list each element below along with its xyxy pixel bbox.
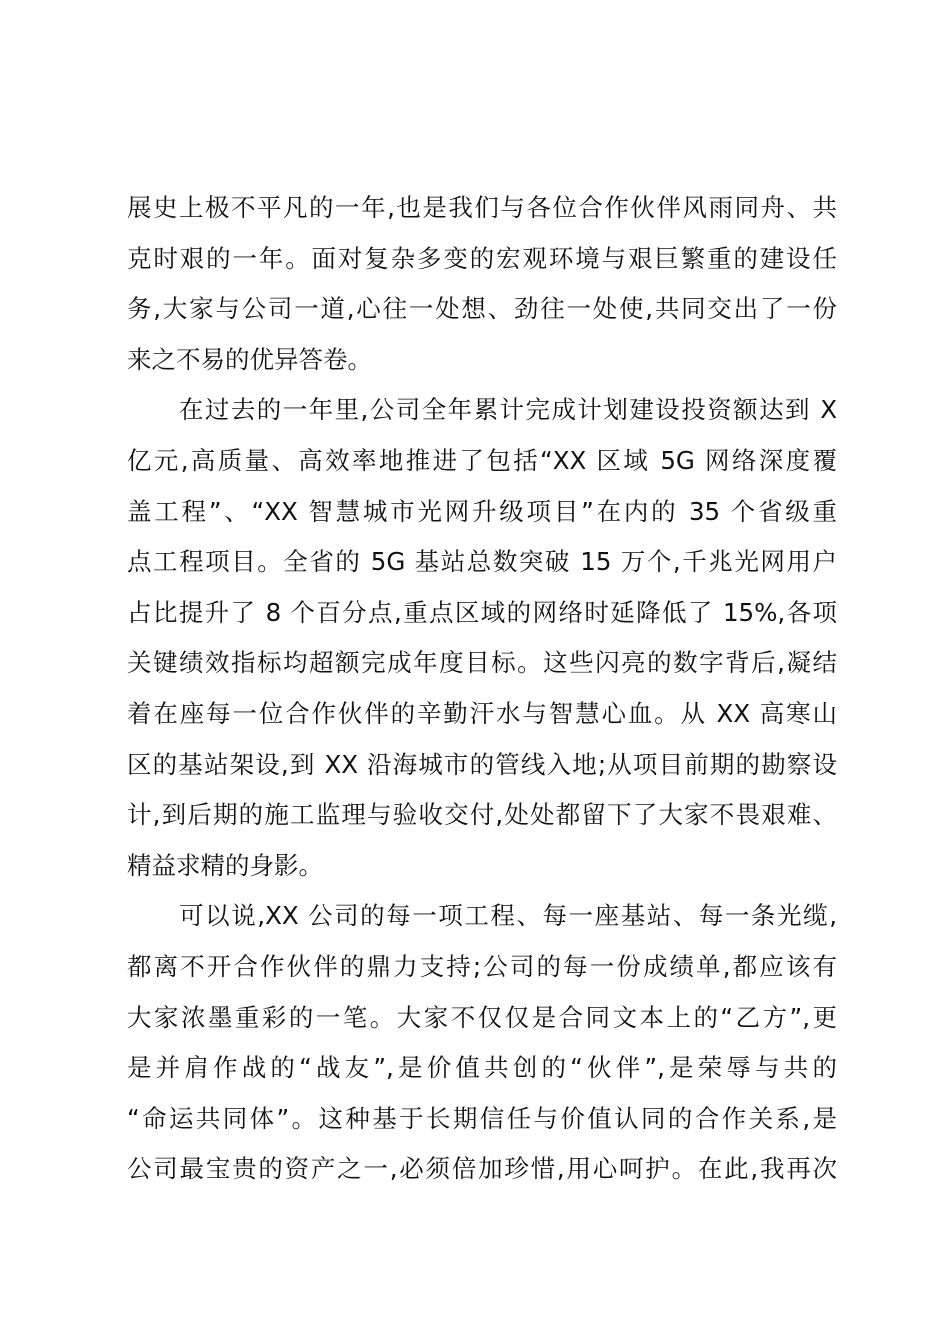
text-line: “命运共同体”。这种基于长期信任与价值认同的合作关系,是 <box>127 1103 837 1133</box>
text-line: 关键绩效指标均超额完成年度目标。这些闪亮的数字背后,凝结 <box>127 648 837 678</box>
text-line: 计,到后期的施工监理与验收交付,处处都留下了大家不畏艰难、 <box>127 800 837 830</box>
paragraph-2 <box>127 385 837 891</box>
text-line: 精益求精的身影。 <box>127 850 323 880</box>
text-line: 可以说,XX 公司的每一项工程、每一座基站、每一条光缆, <box>127 901 837 931</box>
text-line: 大家浓墨重彩的一笔。大家不仅仅是合同文本上的“乙方”,更 <box>127 1002 837 1032</box>
document-body <box>127 183 837 1195</box>
text-line: 是并肩作战的“战友”,是价值共创的“伙伴”,是荣辱与共的 <box>127 1053 837 1083</box>
text-line: 占比提升了 8 个百分点,重点区域的网络时延降低了 15%,各项 <box>127 597 837 627</box>
paragraph-1 <box>127 183 837 385</box>
text-line: 在过去的一年里,公司全年累计完成计划建设投资额达到 X <box>127 395 837 425</box>
text-line: 亿元,高质量、高效率地推进了包括“XX 区域 5G 网络深度覆 <box>127 445 837 475</box>
text-line: 区的基站架设,到 XX 沿海城市的管线入地;从项目前期的勘察设 <box>127 749 837 779</box>
text-line: 着在座每一位合作伙伴的辛勤汗水与智慧心血。从 XX 高寒山 <box>127 698 837 728</box>
paragraph-3 <box>127 891 837 1195</box>
text-line: 务,大家与公司一道,心往一处想、劲往一处使,共同交出了一份 <box>127 294 837 324</box>
text-line: 克时艰的一年。面对复杂多变的宏观环境与艰巨繁重的建设任 <box>127 243 837 273</box>
text-line: 公司最宝贵的资产之一,必须倍加珍惜,用心呵护。在此,我再次 <box>127 1154 837 1184</box>
text-line: 盖工程”、“XX 智慧城市光网升级项目”在内的 35 个省级重 <box>127 496 837 526</box>
text-line: 来之不易的优异答卷。 <box>127 344 372 374</box>
text-line: 展史上极不平凡的一年,也是我们与各位合作伙伴风雨同舟、共 <box>127 193 837 222</box>
text-line: 都离不开合作伙伴的鼎力支持;公司的每一份成绩单,都应该有 <box>127 951 837 981</box>
text-line: 点工程项目。全省的 5G 基站总数突破 15 万个,千兆光网用户 <box>127 547 837 577</box>
